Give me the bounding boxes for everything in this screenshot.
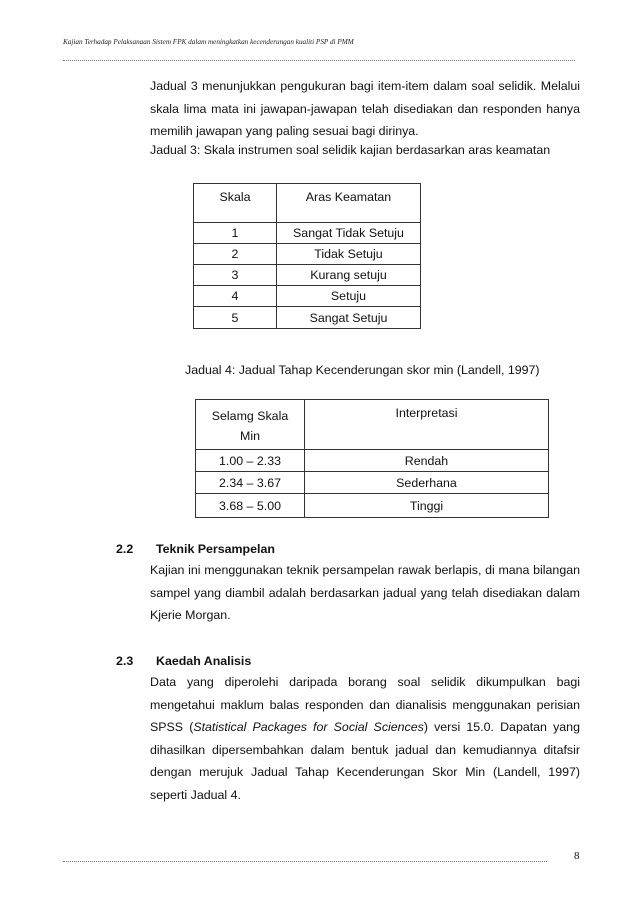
table-row	[196, 494, 549, 518]
table-row	[196, 450, 549, 472]
table3-caption: Jadual 3: Skala instrumen soal selidik kajian berdasarkan aras keamatan	[150, 143, 551, 157]
table3-header-aras: Aras Keamatan	[277, 184, 421, 223]
section-2-3-body	[150, 671, 580, 806]
table4-mean-score	[195, 399, 549, 518]
table3-header-row	[194, 184, 421, 223]
table4-header-range-line1: Selamg Skala	[211, 409, 289, 423]
table3-cell-skala: 5	[194, 307, 277, 329]
table4-cell-interpretation: Sederhana	[305, 472, 549, 494]
section-2-2-body: Kajian ini menggunakan teknik persampelan rawak berlapis, di mana bilangan sampel yang diambil adalah berdasarkan jadual yang telah disediakan dalam Kjerie Morgan.	[150, 563, 580, 622]
table3-cell-aras: Setuju	[277, 286, 421, 307]
table4-cell-range: 3.68 – 5.00	[196, 494, 305, 518]
table3-cell-skala: 1	[194, 223, 277, 244]
section-2-3-body-after: ) versi 15.0. Dapatan yang dihasilkan dipersembahkan dalam bentuk jadual dan kemudiannya ditafsir dengan merujuk Jadual Tahap Kecenderungan Skor Min (Landell, 1997) seperti Jadual 4.	[150, 720, 580, 802]
table3-cell-aras: Sangat Tidak Setuju	[277, 223, 421, 244]
header-divider	[63, 60, 575, 61]
table-row	[194, 307, 421, 329]
table3-cell-aras: Sangat Setuju	[277, 307, 421, 329]
table-row	[196, 472, 549, 494]
section-2-3-title: Kaedah Analisis	[156, 654, 252, 668]
table4-cell-interpretation: Rendah	[305, 450, 549, 472]
table3-cell-skala: 4	[194, 286, 277, 307]
section-2-3-body-before: Data yang diperolehi daripada borang soal selidik dikumpulkan bagi mengetahui maklum balas responden dan dianalisis menggunakan perisian SPSS (	[150, 675, 580, 734]
section-2-3-body-italic: Statistical Packages for Social Sciences	[193, 720, 424, 734]
table4-header-range	[196, 400, 305, 450]
table3-cell-skala: 2	[194, 244, 277, 265]
page-number: 8	[574, 850, 580, 862]
table-row	[194, 286, 421, 307]
intro-paragraph: Jadual 3 menunjukkan pengukuran bagi item-item dalam soal selidik. Melalui skala lima mata ini jawapan-jawapan telah disediakan dan responden hanya memilih jawapan yang paling sesuai bagi dirinya.	[150, 79, 580, 138]
table3-cell-skala: 3	[194, 265, 277, 286]
footer-divider	[63, 861, 547, 862]
table4-header-interpretation: Interpretasi	[305, 400, 549, 450]
table4-caption: Jadual 4: Jadual Tahap Kecenderungan skor min (Landell, 1997)	[185, 363, 540, 377]
table3-cell-aras: Tidak Setuju	[277, 244, 421, 265]
table4-header-row	[196, 400, 549, 450]
table3-scale	[193, 183, 421, 329]
table4-cell-range: 2.34 – 3.67	[196, 472, 305, 494]
table3-header-skala: Skala	[194, 184, 277, 223]
table-row	[194, 223, 421, 244]
table4-cell-range: 1.00 – 2.33	[196, 450, 305, 472]
running-header: Kajian Terhadap Pelaksanaan Sistem FPK dalam meningkatkan kecenderungan kualiti PSP di PMM	[63, 38, 354, 46]
section-2-2-title: Teknik Persampelan	[156, 542, 275, 556]
table3-cell-aras: Kurang setuju	[277, 265, 421, 286]
section-2-2-number: 2.2	[116, 542, 134, 556]
table4-header-range-line2: Min	[240, 429, 260, 443]
table-row	[194, 244, 421, 265]
table-row	[194, 265, 421, 286]
table4-cell-interpretation: Tinggi	[305, 494, 549, 518]
section-2-3-number: 2.3	[116, 654, 134, 668]
